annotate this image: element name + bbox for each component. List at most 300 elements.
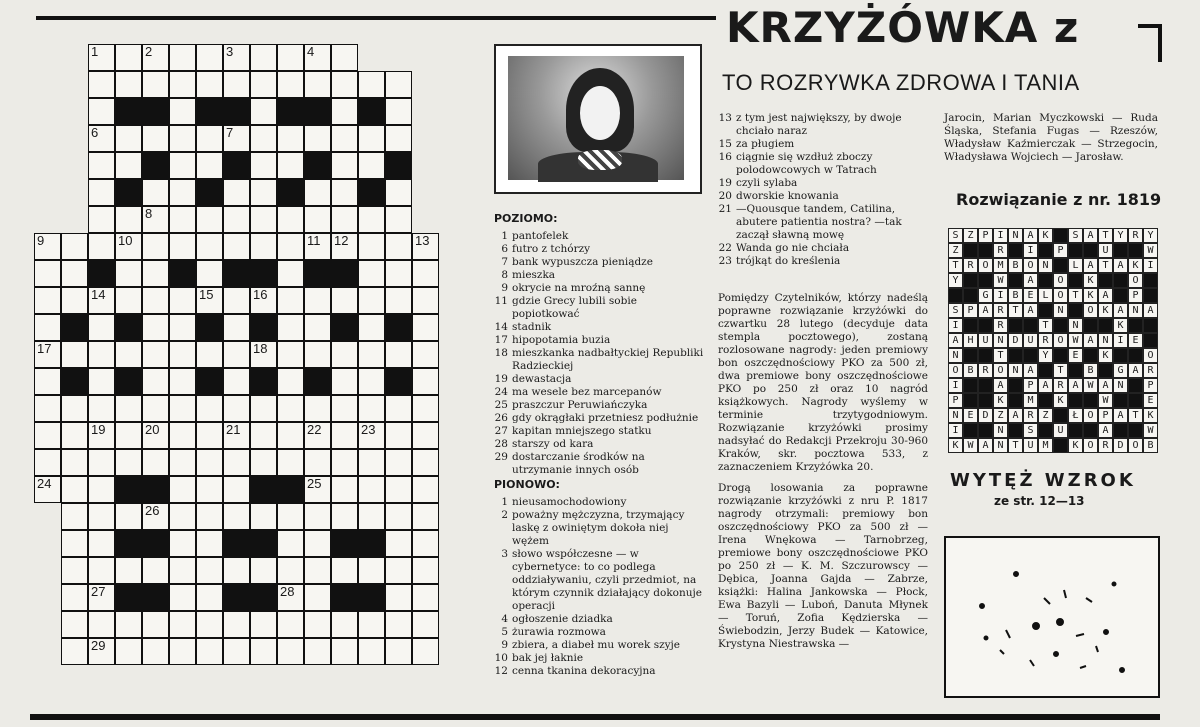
- solution-cell: I: [993, 228, 1008, 243]
- grid-cell[interactable]: [223, 287, 250, 314]
- grid-cell[interactable]: [223, 557, 250, 584]
- grid-cell[interactable]: [250, 179, 277, 206]
- grid-cell[interactable]: [142, 395, 169, 422]
- grid-cell[interactable]: [34, 260, 61, 287]
- grid-cell[interactable]: [250, 44, 277, 71]
- grid-cell[interactable]: [142, 125, 169, 152]
- grid-cell[interactable]: [250, 287, 277, 314]
- grid-cell[interactable]: [142, 206, 169, 233]
- solution-cell: U: [1023, 438, 1038, 453]
- grid-cell[interactable]: [412, 233, 439, 260]
- grid-cell[interactable]: [196, 44, 223, 71]
- grid-cell[interactable]: [331, 557, 358, 584]
- grid-cell[interactable]: [277, 611, 304, 638]
- grid-cell[interactable]: [385, 611, 412, 638]
- grid-cell[interactable]: [304, 449, 331, 476]
- grid-cell[interactable]: [223, 233, 250, 260]
- grid-cell[interactable]: [385, 584, 412, 611]
- grid-cell[interactable]: [412, 449, 439, 476]
- grid-cell[interactable]: [331, 395, 358, 422]
- grid-cell[interactable]: [142, 557, 169, 584]
- grid-cell[interactable]: [331, 422, 358, 449]
- grid-cell[interactable]: [196, 476, 223, 503]
- grid-cell[interactable]: [196, 341, 223, 368]
- grid-cell[interactable]: [88, 395, 115, 422]
- grid-cell[interactable]: [412, 287, 439, 314]
- grid-cell[interactable]: [331, 206, 358, 233]
- grid-cell[interactable]: [250, 449, 277, 476]
- grid-cell[interactable]: [331, 71, 358, 98]
- grid-cell[interactable]: [196, 287, 223, 314]
- grid-cell[interactable]: [358, 71, 385, 98]
- grid-cell[interactable]: [331, 44, 358, 71]
- grid-cell[interactable]: [34, 422, 61, 449]
- grid-cell[interactable]: [223, 341, 250, 368]
- grid-cell[interactable]: [88, 287, 115, 314]
- grid-cell[interactable]: [115, 206, 142, 233]
- grid-cell[interactable]: [304, 206, 331, 233]
- grid-cell[interactable]: [385, 530, 412, 557]
- grid-cell[interactable]: [277, 152, 304, 179]
- grid-cell[interactable]: [412, 638, 439, 665]
- grid-cell[interactable]: [196, 71, 223, 98]
- grid-cell[interactable]: [250, 611, 277, 638]
- grid-cell[interactable]: [169, 314, 196, 341]
- grid-cell[interactable]: [385, 503, 412, 530]
- clue-text: z tym jest największy, by dwoje chciało naraz: [736, 112, 902, 137]
- grid-cell[interactable]: [223, 638, 250, 665]
- grid-cell[interactable]: [358, 395, 385, 422]
- grid-cell[interactable]: [169, 206, 196, 233]
- grid-cell[interactable]: [88, 368, 115, 395]
- grid-cell[interactable]: [277, 260, 304, 287]
- solution-black-cell: [1038, 363, 1053, 378]
- grid-cell[interactable]: [223, 44, 250, 71]
- grid-black-cell: [88, 260, 115, 287]
- grid-cell[interactable]: [385, 422, 412, 449]
- grid-cell[interactable]: [169, 530, 196, 557]
- grid-cell[interactable]: [34, 476, 61, 503]
- solution-cell: L: [1068, 258, 1083, 273]
- grid-cell[interactable]: [169, 395, 196, 422]
- grid-cell[interactable]: [88, 341, 115, 368]
- grid-cell[interactable]: [142, 611, 169, 638]
- grid-cell[interactable]: [385, 557, 412, 584]
- grid-cell[interactable]: [169, 287, 196, 314]
- grid-black-cell: [331, 314, 358, 341]
- grid-cell[interactable]: [115, 422, 142, 449]
- grid-cell[interactable]: [88, 503, 115, 530]
- grid-cell[interactable]: [358, 152, 385, 179]
- grid-cell[interactable]: [250, 71, 277, 98]
- grid-cell[interactable]: [250, 503, 277, 530]
- grid-cell[interactable]: [61, 422, 88, 449]
- grid-cell[interactable]: [277, 530, 304, 557]
- grid-cell[interactable]: [115, 638, 142, 665]
- grid-cell[interactable]: [223, 611, 250, 638]
- grid-cell[interactable]: [115, 233, 142, 260]
- grid-cell[interactable]: [169, 179, 196, 206]
- grid-cell[interactable]: [331, 152, 358, 179]
- grid-cell[interactable]: [385, 98, 412, 125]
- grid-cell[interactable]: [223, 368, 250, 395]
- grid-cell[interactable]: [142, 503, 169, 530]
- grid-cell[interactable]: [34, 287, 61, 314]
- solution-cell: W: [963, 438, 978, 453]
- grid-cell[interactable]: [331, 179, 358, 206]
- grid-cell[interactable]: [88, 179, 115, 206]
- grid-cell[interactable]: [61, 233, 88, 260]
- grid-cell[interactable]: [277, 557, 304, 584]
- grid-cell[interactable]: [304, 341, 331, 368]
- grid-cell[interactable]: [169, 233, 196, 260]
- grid-cell[interactable]: [412, 368, 439, 395]
- grid-cell[interactable]: [169, 584, 196, 611]
- grid-cell[interactable]: [169, 638, 196, 665]
- grid-cell[interactable]: [88, 233, 115, 260]
- grid-cell[interactable]: [196, 260, 223, 287]
- grid-cell[interactable]: [277, 368, 304, 395]
- grid-cell[interactable]: [304, 476, 331, 503]
- grid-cell[interactable]: [358, 557, 385, 584]
- grid-cell[interactable]: [358, 233, 385, 260]
- grid-cell[interactable]: [331, 449, 358, 476]
- grid-cell[interactable]: [88, 557, 115, 584]
- grid-cell[interactable]: [88, 314, 115, 341]
- clue-item: [718, 203, 928, 242]
- grid-cell[interactable]: [331, 368, 358, 395]
- grid-cell[interactable]: [358, 260, 385, 287]
- grid-cell[interactable]: [169, 368, 196, 395]
- grid-cell[interactable]: [277, 584, 304, 611]
- grid-cell[interactable]: [115, 125, 142, 152]
- solution-cell: Z: [948, 243, 963, 258]
- grid-cell[interactable]: [223, 179, 250, 206]
- clue-text: starszy od kara: [512, 438, 594, 450]
- grid-cell[interactable]: [331, 476, 358, 503]
- grid-cell[interactable]: [115, 71, 142, 98]
- grid-cell[interactable]: [61, 611, 88, 638]
- grid-cell[interactable]: [61, 584, 88, 611]
- grid-cell[interactable]: [358, 638, 385, 665]
- grid-cell[interactable]: [34, 449, 61, 476]
- grid-number: 1: [91, 44, 99, 59]
- grid-cell[interactable]: [223, 422, 250, 449]
- grid-cell[interactable]: [385, 179, 412, 206]
- grid-black-cell: [115, 584, 142, 611]
- grid-cell[interactable]: [196, 503, 223, 530]
- solution-black-cell: [1083, 318, 1098, 333]
- grid-cell[interactable]: [88, 476, 115, 503]
- grid-cell[interactable]: [196, 530, 223, 557]
- grid-cell[interactable]: [88, 530, 115, 557]
- grid-cell[interactable]: [250, 206, 277, 233]
- grid-cell[interactable]: [115, 44, 142, 71]
- grid-cell[interactable]: [61, 503, 88, 530]
- grid-cell[interactable]: [142, 314, 169, 341]
- grid-cell[interactable]: [61, 341, 88, 368]
- grid-cell[interactable]: [61, 476, 88, 503]
- grid-cell[interactable]: [88, 44, 115, 71]
- clue-number: 28: [494, 438, 508, 450]
- grid-cell[interactable]: [196, 206, 223, 233]
- grid-cell[interactable]: [115, 287, 142, 314]
- grid-cell[interactable]: [304, 287, 331, 314]
- grid-cell[interactable]: [250, 638, 277, 665]
- grid-cell[interactable]: [358, 341, 385, 368]
- grid-cell[interactable]: [304, 530, 331, 557]
- grid-cell[interactable]: [331, 638, 358, 665]
- grid-cell[interactable]: [277, 125, 304, 152]
- grid-cell[interactable]: [304, 125, 331, 152]
- grid-cell[interactable]: [277, 314, 304, 341]
- grid-cell[interactable]: [61, 449, 88, 476]
- grid-cell[interactable]: [358, 476, 385, 503]
- grid-cell[interactable]: [304, 71, 331, 98]
- grid-cell[interactable]: [196, 638, 223, 665]
- clue-text: praszczur Peruwiańczyka: [512, 399, 648, 411]
- grid-cell[interactable]: [223, 71, 250, 98]
- grid-cell[interactable]: [277, 206, 304, 233]
- grid-cell[interactable]: [169, 557, 196, 584]
- grid-cell[interactable]: [385, 233, 412, 260]
- grid-cell[interactable]: [385, 395, 412, 422]
- grid-cell[interactable]: [331, 287, 358, 314]
- grid-cell[interactable]: [88, 449, 115, 476]
- grid-cell[interactable]: [358, 125, 385, 152]
- grid-cell[interactable]: [277, 44, 304, 71]
- grid-cell[interactable]: [412, 341, 439, 368]
- grid-cell[interactable]: [115, 341, 142, 368]
- grid-cell[interactable]: [331, 125, 358, 152]
- grid-cell[interactable]: [196, 584, 223, 611]
- grid-cell[interactable]: [169, 476, 196, 503]
- grid-cell[interactable]: [250, 152, 277, 179]
- grid-cell[interactable]: [412, 395, 439, 422]
- crossword-grid[interactable]: [34, 44, 442, 684]
- clue-text: zbiera, a diabeł mu worek szyje: [512, 639, 681, 651]
- grid-cell[interactable]: [250, 422, 277, 449]
- grid-cell[interactable]: [196, 395, 223, 422]
- grid-cell[interactable]: [412, 584, 439, 611]
- grid-cell[interactable]: [142, 638, 169, 665]
- grid-cell[interactable]: [385, 287, 412, 314]
- grid-cell[interactable]: [412, 557, 439, 584]
- grid-cell[interactable]: [223, 476, 250, 503]
- grid-cell[interactable]: [88, 638, 115, 665]
- grid-cell[interactable]: [385, 476, 412, 503]
- grid-cell[interactable]: [250, 98, 277, 125]
- grid-cell[interactable]: [142, 260, 169, 287]
- grid-cell[interactable]: [304, 638, 331, 665]
- grid-cell[interactable]: [412, 260, 439, 287]
- grid-cell[interactable]: [223, 206, 250, 233]
- grid-cell[interactable]: [115, 449, 142, 476]
- grid-cell[interactable]: [88, 611, 115, 638]
- grid-cell[interactable]: [61, 260, 88, 287]
- grid-cell[interactable]: [196, 422, 223, 449]
- solution-cell: K: [1083, 288, 1098, 303]
- grid-cell[interactable]: [34, 233, 61, 260]
- grid-cell[interactable]: [223, 503, 250, 530]
- grid-cell[interactable]: [358, 503, 385, 530]
- clue-text: poważny mężczyzna, trzymający laskę z owiniętym dokoła niej wężem: [512, 509, 685, 547]
- grid-cell[interactable]: [34, 341, 61, 368]
- grid-cell[interactable]: [331, 341, 358, 368]
- grid-cell[interactable]: [385, 260, 412, 287]
- grid-cell[interactable]: [385, 341, 412, 368]
- solution-cell: A: [1113, 303, 1128, 318]
- grid-cell[interactable]: [61, 530, 88, 557]
- grid-cell[interactable]: [304, 557, 331, 584]
- grid-cell[interactable]: [412, 530, 439, 557]
- grid-cell[interactable]: [358, 368, 385, 395]
- grid-cell[interactable]: [142, 341, 169, 368]
- clue-number: 1: [501, 230, 508, 242]
- grid-cell[interactable]: [196, 125, 223, 152]
- grid-cell[interactable]: [250, 557, 277, 584]
- solution-cell: A: [1098, 423, 1113, 438]
- solution-cell: P: [1143, 378, 1158, 393]
- solution-cell: E: [1023, 288, 1038, 303]
- solution-cell: A: [1023, 363, 1038, 378]
- grid-cell[interactable]: [115, 260, 142, 287]
- grid-cell[interactable]: [304, 584, 331, 611]
- grid-cell[interactable]: [61, 557, 88, 584]
- grid-cell[interactable]: [196, 449, 223, 476]
- grid-cell[interactable]: [61, 638, 88, 665]
- solution-cell: O: [1023, 258, 1038, 273]
- grid-cell[interactable]: [277, 449, 304, 476]
- grid-cell[interactable]: [358, 611, 385, 638]
- grid-cell[interactable]: [169, 152, 196, 179]
- grid-cell[interactable]: [196, 557, 223, 584]
- grid-cell[interactable]: [169, 125, 196, 152]
- grid-cell[interactable]: [331, 98, 358, 125]
- grid-cell[interactable]: [385, 206, 412, 233]
- grid-cell[interactable]: [304, 503, 331, 530]
- grid-cell[interactable]: [115, 395, 142, 422]
- grid-cell[interactable]: [331, 611, 358, 638]
- grid-cell[interactable]: [358, 287, 385, 314]
- grid-cell[interactable]: [169, 449, 196, 476]
- grid-cell[interactable]: [34, 314, 61, 341]
- grid-cell[interactable]: [115, 152, 142, 179]
- grid-cell[interactable]: [142, 449, 169, 476]
- solution-cell: I: [1143, 258, 1158, 273]
- grid-cell[interactable]: [142, 179, 169, 206]
- grid-cell[interactable]: [304, 233, 331, 260]
- grid-cell[interactable]: [88, 206, 115, 233]
- solution-black-cell: [1008, 273, 1023, 288]
- grid-cell[interactable]: [277, 233, 304, 260]
- grid-cell[interactable]: [142, 287, 169, 314]
- grid-cell[interactable]: [115, 503, 142, 530]
- grid-cell[interactable]: [304, 179, 331, 206]
- grid-cell[interactable]: [88, 152, 115, 179]
- solution-black-cell: [1113, 288, 1128, 303]
- grid-cell[interactable]: [223, 395, 250, 422]
- grid-cell[interactable]: [304, 422, 331, 449]
- grid-cell[interactable]: [223, 314, 250, 341]
- grid-cell[interactable]: [142, 44, 169, 71]
- grid-cell[interactable]: [169, 503, 196, 530]
- grid-cell[interactable]: [385, 71, 412, 98]
- grid-cell[interactable]: [277, 395, 304, 422]
- grid-cell[interactable]: [277, 341, 304, 368]
- grid-cell[interactable]: [358, 314, 385, 341]
- grid-cell[interactable]: [277, 638, 304, 665]
- grid-cell[interactable]: [34, 368, 61, 395]
- grid-cell[interactable]: [412, 503, 439, 530]
- grid-cell[interactable]: [250, 395, 277, 422]
- grid-cell[interactable]: [115, 557, 142, 584]
- clue-text: mieszkanka nadbałtyckiej Republiki Radzieckiej: [512, 347, 704, 372]
- grid-cell[interactable]: [304, 44, 331, 71]
- grid-cell[interactable]: [61, 287, 88, 314]
- grid-cell[interactable]: [277, 503, 304, 530]
- grid-cell[interactable]: [169, 422, 196, 449]
- grid-cell[interactable]: [88, 584, 115, 611]
- grid-cell[interactable]: [88, 422, 115, 449]
- grid-cell[interactable]: [142, 71, 169, 98]
- grid-cell[interactable]: [223, 125, 250, 152]
- grid-cell[interactable]: [304, 611, 331, 638]
- grid-cell[interactable]: [196, 611, 223, 638]
- grid-cell[interactable]: [34, 395, 61, 422]
- grid-cell[interactable]: [88, 71, 115, 98]
- grid-cell[interactable]: [169, 71, 196, 98]
- grid-cell[interactable]: [277, 71, 304, 98]
- grid-cell[interactable]: [169, 98, 196, 125]
- grid-cell[interactable]: [412, 476, 439, 503]
- grid-cell[interactable]: [250, 125, 277, 152]
- grid-cell[interactable]: [223, 449, 250, 476]
- grid-cell[interactable]: [169, 341, 196, 368]
- grid-cell[interactable]: [277, 287, 304, 314]
- grid-cell[interactable]: [88, 125, 115, 152]
- grid-cell[interactable]: [358, 422, 385, 449]
- grid-cell[interactable]: [385, 638, 412, 665]
- grid-cell[interactable]: [331, 233, 358, 260]
- grid-number: 9: [37, 233, 45, 248]
- grid-cell[interactable]: [304, 314, 331, 341]
- grid-cell[interactable]: [142, 368, 169, 395]
- solution-cell: P: [1098, 408, 1113, 423]
- grid-cell[interactable]: [331, 503, 358, 530]
- grid-cell[interactable]: [88, 98, 115, 125]
- grid-cell[interactable]: [412, 422, 439, 449]
- grid-cell[interactable]: [385, 125, 412, 152]
- grid-cell[interactable]: [277, 422, 304, 449]
- grid-cell[interactable]: [358, 206, 385, 233]
- grid-cell[interactable]: [250, 341, 277, 368]
- grid-cell[interactable]: [358, 449, 385, 476]
- grid-cell[interactable]: [169, 611, 196, 638]
- grid-cell[interactable]: [250, 233, 277, 260]
- grid-cell[interactable]: [304, 395, 331, 422]
- grid-cell[interactable]: [385, 449, 412, 476]
- grid-cell[interactable]: [412, 314, 439, 341]
- grid-cell[interactable]: [142, 422, 169, 449]
- grid-cell[interactable]: [142, 233, 169, 260]
- grid-cell[interactable]: [169, 44, 196, 71]
- grid-cell[interactable]: [196, 152, 223, 179]
- grid-cell[interactable]: [196, 233, 223, 260]
- grid-cell[interactable]: [115, 611, 142, 638]
- grid-cell[interactable]: [61, 395, 88, 422]
- grid-cell[interactable]: [412, 611, 439, 638]
